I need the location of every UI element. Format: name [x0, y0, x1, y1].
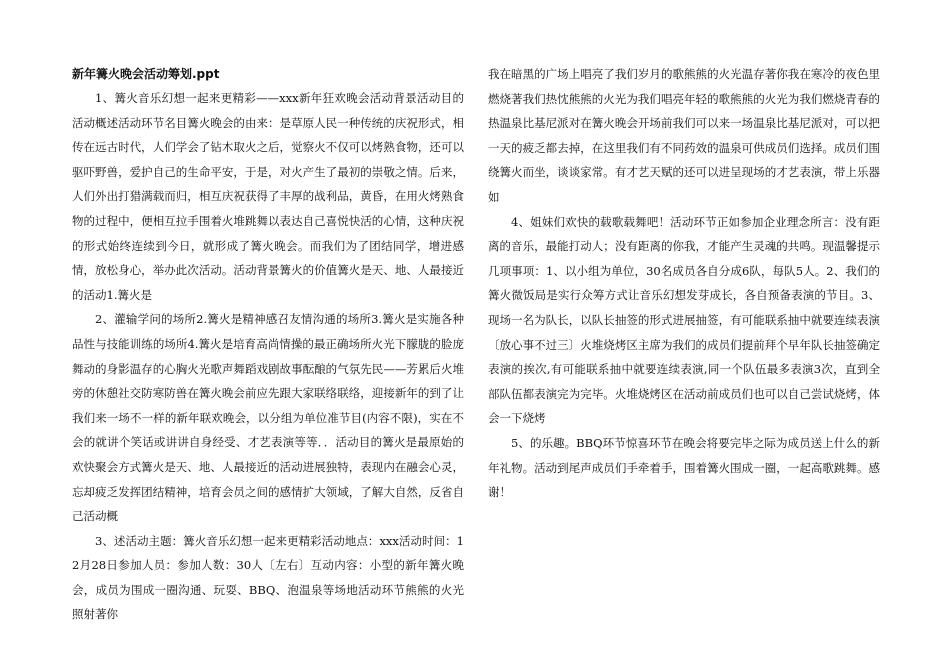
- paragraph-5: 5、的乐趣。BBQ环节惊喜环节在晚会将要完毕之际为成员送上什么的新年礼物。活动到尾声成员们手牵着手，围着篝火围成一圈，一起高歌跳舞。感谢！: [488, 435, 880, 500]
- paragraph-2: 2、灌输学问的场所2.篝火是精神感召友情沟通的场所3.篝火是实施各种品性与技能训练的场所4.篝火是培育高尚情操的最正确场所火光下朦胧的脸庞舞动的身影温存的心胸火光歌声舞蹈戏剧故事酝酿的气氛先民——芳累后火堆旁的休憩社交防寒防兽在篝火晚会前应先跟大家联络联络，迎接新年的到了让我们来一场不一样的新年联欢晚会，以分组为单位准节目(内容不限)，实在不会的就讲个笑话或讲讲自身经受、才艺表演等等．．活动目的篝火是最原始的欢快聚会方式篝火是天、地、人最接近的活动进展独特，表现内在融会心灵，忘却疲乏发挥团结精神，培育会员之间的感情扩大领域，了解大自然，反省自己活动概: [72, 312, 464, 524]
- paragraph-4: 4、姐妹们欢快的载歌载舞吧！活动环节正如参加企业理念所言：没有距离的音乐，最能打动人；没有距离的你我，才能产生灵魂的共鸣。现温馨提示几项事项：1、以小组为单位，30名成员各自分成6队，每队5人。2、我们的篝火微饭局是实行众筹方式让音乐幻想发芽成长，各自预备表演的节目。3、现场一名为队长，以队长抽签的形式进展抽签，有可能联系抽中就要连续表演〔放心事不过三〕火堆烧烤区主席为我们的成员们提前拜个早年队长抽签确定表演的挨次,有可能联系抽中就要连续表演,同一个队伍最多表演3次，直到全部队伍都表演完为完毕。火堆烧烤区在活动前成员们也可以自己尝试烧烤，体会一下烧烤: [488, 214, 880, 426]
- document-title: 新年篝火晚会活动筹划.ppt: [72, 67, 220, 81]
- right-column: [488, 62, 880, 505]
- paragraph-1: 1、篝火音乐幻想一起来更精彩——xxx新年狂欢晚会活动背景活动目的活动概述活动环节名目篝火晚会的由来：是草原人民一种传统的庆祝形式，相传在远古时代，人们学会了钻木取火之后，觉察火不仅可以烤熟食物，还可以驱吓野兽，爱护自己的生命平安，于是，对火产生了最初的崇敬之情。后来，人们外出打猎满载而归，相互庆祝获得了丰厚的战利品，黄昏，在用火烤熟食物的过程中，便相互拉手围着火堆跳舞以表达自己喜悦快活的心情，这种庆祝的形式始终连续到今日，就形成了篝火晚会。而我们为了团结同学，增进感情，放松身心，举办此次活动。活动背景篝火的价值篝火是天、地、人最接近的活动1.篝火是: [72, 91, 464, 302]
- left-column: [72, 60, 464, 627]
- paragraph-3-continued: 我在暗黑的广场上唱亮了我们岁月的歌熊熊的火光温存著你我在寒冷的夜色里燃烧著我们热忱熊熊的火光为我们唱亮年轻的歌熊熊的火光为我们燃烧青春的热温泉比基尼派对在篝火晚会开场前我们可以来一场温泉比基尼派对，可以把一天的疲乏都去掉，在这里我们有不同药效的温泉可供成员们选择。成员们围绕篝火而坐，谈谈家常。有才艺天赋的还可以进呈现场的才艺表演，带上乐器如: [488, 67, 880, 204]
- paragraph-3: 3、述活动主题：篝火音乐幻想一起来更精彩活动地点：xxx活动时间：12月28日参加人员：参加人数：30人〔左右〕互动内容：小型的新年篝火晚会，成员为围成一圈沟通、玩耍、BBQ、泡温泉等场地活动环节熊熊的火光照射著你: [72, 533, 464, 622]
